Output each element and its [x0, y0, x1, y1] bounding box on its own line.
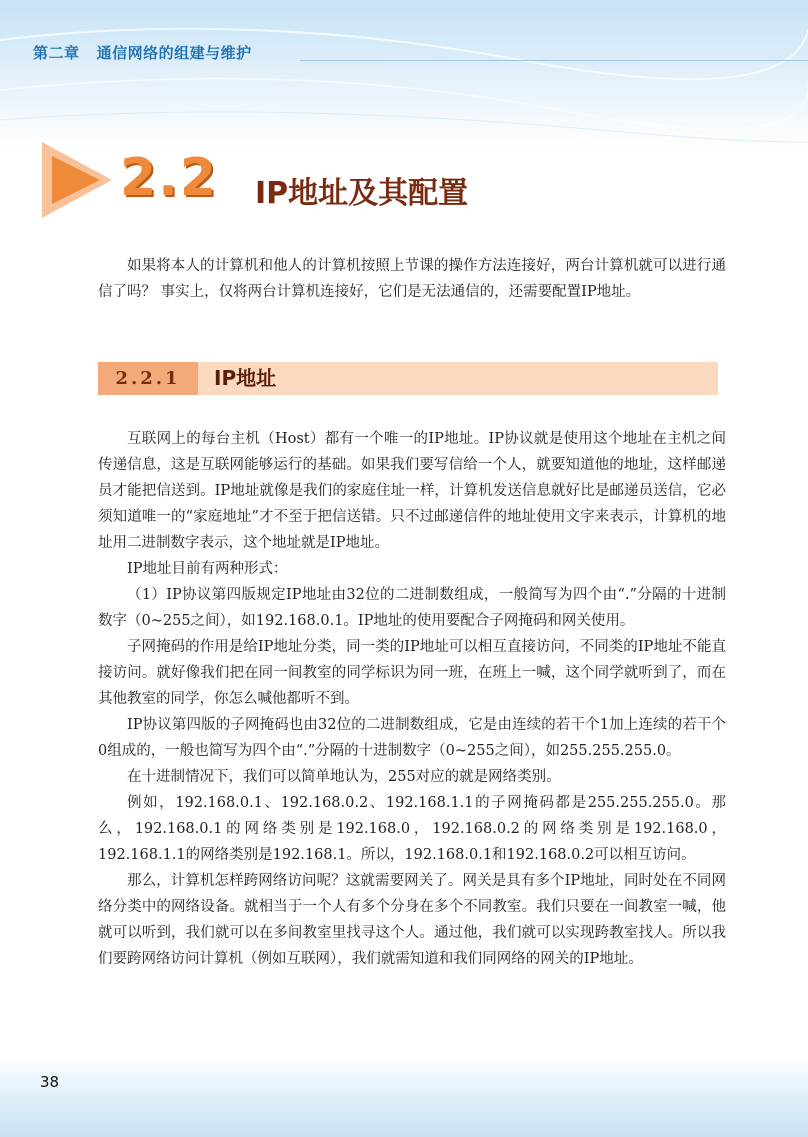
body-paragraph: IP协议第四版的子网掩码也由32位的二进制数组成，它是由连续的若干个1加上连续的若干个0组成的，一般也简写为四个由“.”分隔的十进制数字（0~255之间），如255.255.255.0。: [98, 717, 726, 759]
subsection-body: [98, 426, 726, 972]
header-decoration: [0, 0, 808, 150]
page-number: 38: [40, 1073, 60, 1091]
body-paragraph: （1）IP协议第四版规定IP地址由32位的二进制数组成，一般简写为四个由“.”分隔的十进制数字（0~255之间），如192.168.0.1。IP地址的使用要配合子网掩码和网关使用。: [98, 587, 726, 629]
section-title: IP地址及其配置: [255, 176, 469, 211]
section-number: 2.2: [120, 148, 219, 208]
body-paragraph: 子网掩码的作用是给IP地址分类，同一类的IP地址可以相互直接访问，不同类的IP地址不能直接访问。就好像我们把在同一间教室的同学标识为同一班，在班上一喊，这个同学就听到了，而在其他教室的同学，你怎么喊他都听不到。: [98, 639, 726, 707]
subsection-header: [98, 362, 718, 395]
chapter-rule: [300, 60, 808, 61]
intro-paragraph: 如果将本人的计算机和他人的计算机按照上节课的操作方法连接好，两台计算机就可以进行通信了吗？ 事实上，仅将两台计算机连接好，它们是无法通信的，还需要配置IP地址。: [98, 258, 726, 300]
body-paragraph: 那么，计算机怎样跨网络访问呢？这就需要网关了。网关是具有多个IP地址，同时处在不同网络分类中的网络设备。就相当于一个人有多个分身在多个不同教室。我们只要在一间教室一喊，他就可以听到，我们就可以在多间教室里找寻这个人。通过他，我们就可以实现跨教室找人。所以我们要跨网络访问计算机（例如互联网），我们就需知道和我们同网络的网关的IP地址。: [98, 873, 726, 967]
subsection-number: 2.2.1: [98, 362, 198, 395]
body-paragraph: 例如，192.168.0.1、192.168.0.2、192.168.1.1的子网掩码都是255.255.255.0。那么，192.168.0.1的网络类别是192.168.0，192.168.0.2的网络类别是192.168.0，192.168.1.1的网络类别是192.168.1。所以，192.168.0.1和192.168.0.2可以相互访问。: [98, 795, 726, 863]
subsection-title: IP地址: [214, 366, 277, 390]
footer-background: [0, 1055, 808, 1137]
body-paragraph: 在十进制情况下，我们可以简单地认为，255对应的就是网络类别。: [127, 769, 561, 785]
chapter-title: 第二章 通信网络的组建与维护: [33, 44, 252, 62]
section-intro: [98, 253, 726, 305]
play-arrow-icon: [38, 140, 116, 220]
body-paragraph: 互联网上的每台主机（Host）都有一个唯一的IP地址。IP协议就是使用这个地址在主机之间传递信息，这是互联网能够运行的基础。如果我们要写信给一个人，就要知道他的地址，这样邮递员才能把信送到。IP地址就像是我们的家庭住址一样，计算机发送信息就好比是邮递员送信，它必须知道唯一的“家庭地址”才不至于把信送错。只不过邮递信件的地址使用文字来表示，计算机的地址用二进制数字表示，这个地址就是IP地址。: [98, 431, 726, 551]
body-paragraph: IP地址目前有两种形式：: [127, 561, 288, 577]
